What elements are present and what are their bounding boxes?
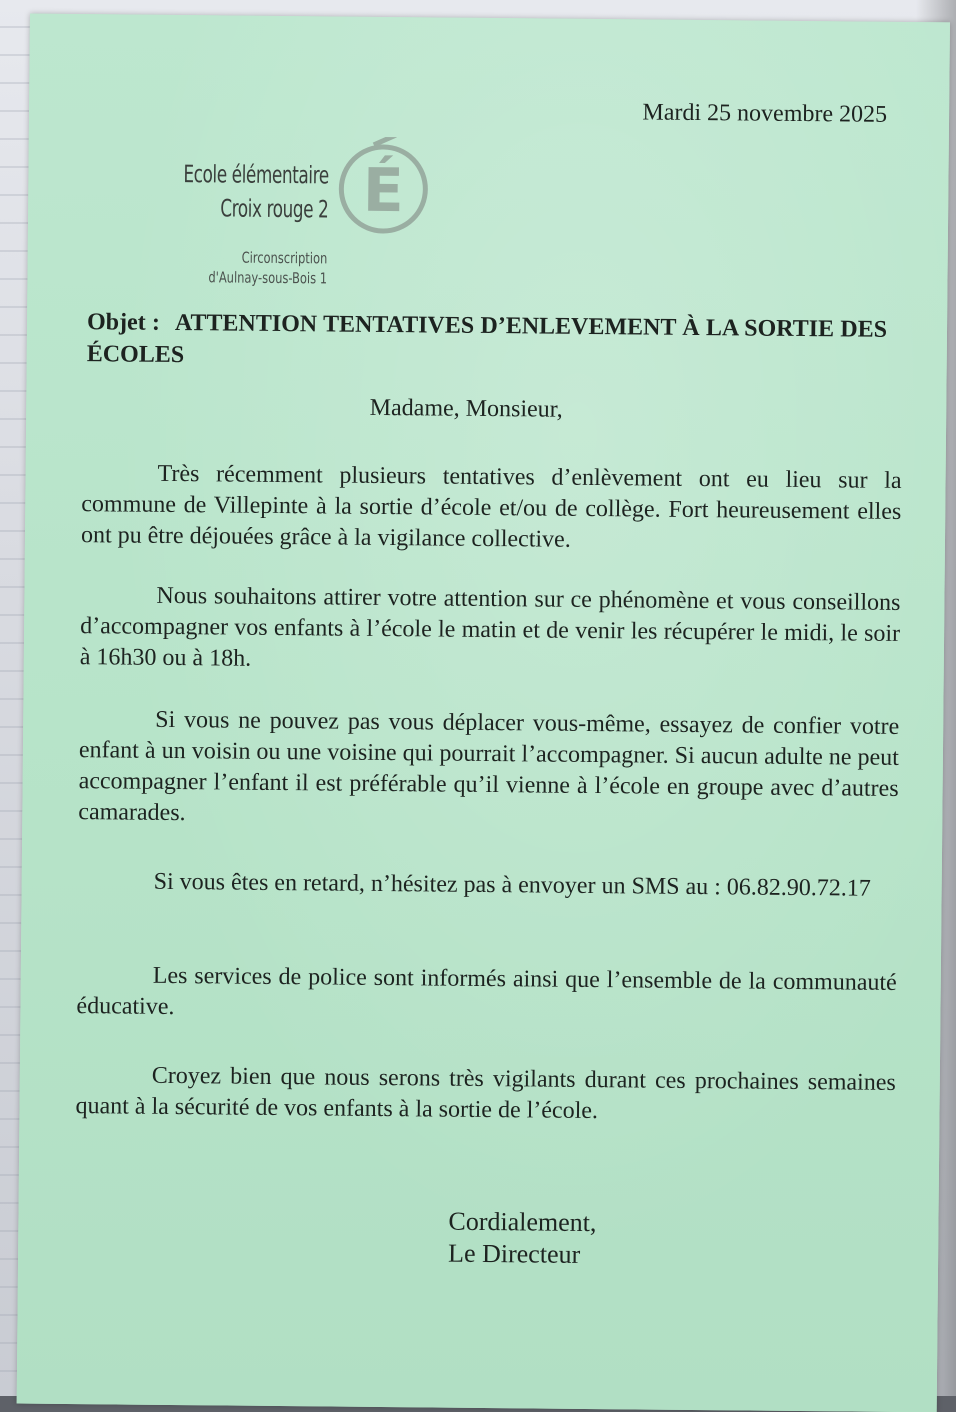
salutation: Madame, Monsieur,: [369, 394, 563, 423]
subject-text: ATTENTION TENTATIVES D’ENLEVEMENT À LA SORTIE DES ÉCOLES: [86, 309, 888, 369]
signatory: Le Directeur: [448, 1238, 581, 1269]
closing: [448, 1206, 597, 1271]
paragraph-3: Si vous ne pouvez pas vous déplacer vous-même, essayez de confier votre enfant à un voisin ou une voisine qui pourrait l’accompagner. Si aucun adulte ne peut accompagner l’enfant il est préférable qu’il vienne à l’école en groupe avec d’autres camarades.: [78, 706, 900, 827]
circonscription-line1: Circonscription: [241, 248, 328, 268]
subject-line: [87, 306, 888, 378]
paragraph-5: Les services de police sont informés ainsi que l’ensemble de la communauté éducative.: [76, 962, 897, 1021]
closing-greeting: Cordialement,: [448, 1206, 597, 1238]
circonscription: [209, 247, 328, 288]
letter-sheet: [17, 14, 950, 1412]
subject-label: Objet :: [86, 309, 161, 336]
paragraph-6: Croyez bien que nous serons très vigilants durant ces prochaines semaines quant à la sécurité de vos enfants à la sortie de l’école.: [75, 1062, 896, 1125]
circonscription-line2: d'Aulnay-sous-Bois 1: [208, 268, 328, 288]
school-name-line1: Ecole élémentaire: [183, 160, 329, 190]
education-nationale-logo-icon: [333, 137, 434, 238]
school-name: [183, 157, 329, 226]
paragraph-1: Très récemment plusieurs tentatives d’enlèvement ont eu lieu sur la commune de Villepinte à la sortie d’école et/ou de collège. Fort heureusement elles ont pu être déjouées grâce à la vigilance collective.: [80, 460, 902, 553]
school-header: [129, 135, 405, 288]
paragraph-2: Nous souhaitons attirer votre attention sur ce phénomène et vous conseillons d’accompagner vos enfants à l’école le matin et de venir les récupérer le midi, le soir à 16h30 ou à 18h.: [79, 582, 901, 672]
logo-letter: É: [362, 155, 405, 227]
school-name-line2: Croix rouge 2: [219, 194, 329, 224]
letter-date: Mardi 25 novembre 2025: [642, 99, 888, 128]
paragraph-4: Si vous êtes en retard, n’hésitez pas à envoyer un SMS au : 06.82.90.72.17: [153, 868, 871, 902]
